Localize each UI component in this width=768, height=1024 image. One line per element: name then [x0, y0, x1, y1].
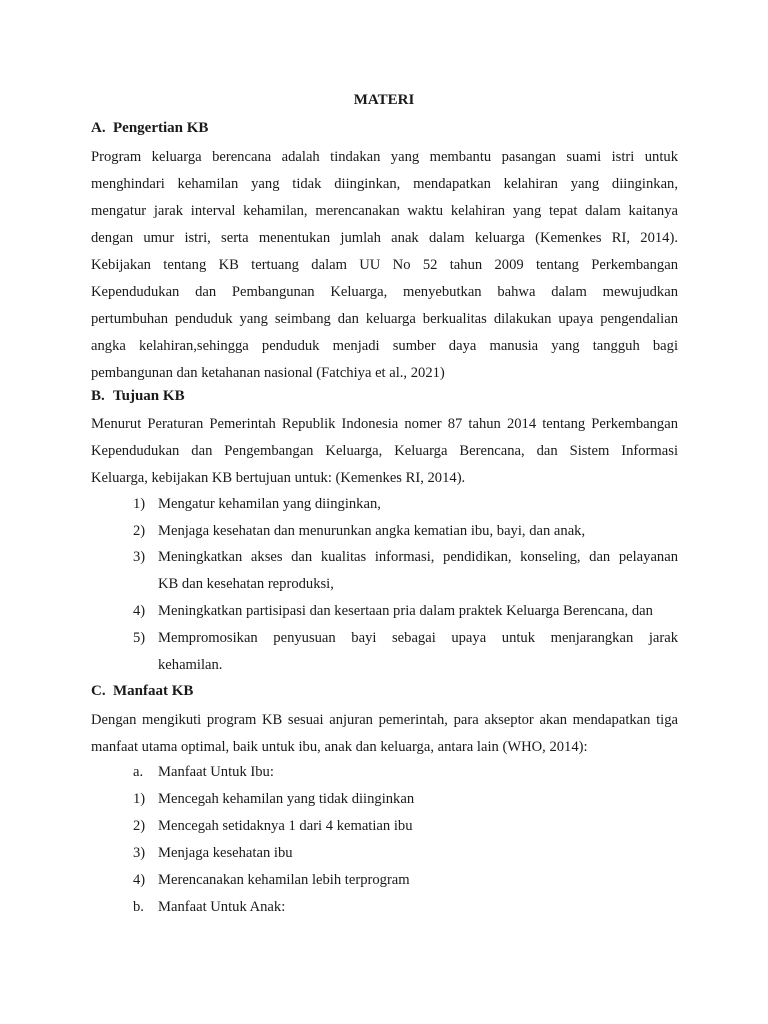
page-title: MATERI [353, 92, 415, 108]
list-item-text: Manfaat Untuk Ibu: [158, 764, 274, 780]
section-c-paragraph [91, 707, 678, 761]
list-marker: b. [133, 899, 144, 915]
list-marker: 2) [133, 818, 146, 834]
list-marker: 2) [133, 523, 146, 539]
list-marker: 3) [133, 549, 146, 565]
list-item-text: Merencanakan kehamilan lebih terprogram [158, 872, 410, 888]
paragraph-line: Menurut Peraturan Pemerintah Republik Indonesia nomer 87 tahun 2014 tentang Perkembangan [91, 416, 678, 432]
list-marker: 4) [133, 603, 146, 619]
paragraph-line: Keluarga, kebijakan KB bertujuan untuk: (Kemenkes RI, 2014). [91, 470, 466, 486]
list-item-text: Meningkatkan partisipasi dan kesertaan pria dalam praktek Keluarga Berencana, dan [158, 603, 653, 619]
section-a-letter: A. [91, 120, 106, 136]
paragraph-line: mengatur jarak interval kehamilan, merencanakan waktu kelahiran yang tepat dalam kaitanya [91, 203, 678, 219]
list-marker: 1) [133, 496, 146, 512]
section-b-heading [91, 388, 185, 405]
paragraph-line: Kebijakan tentang KB tertuang dalam UU No 52 tahun 2009 tentang Perkembangan [91, 257, 678, 273]
section-b-letter: B. [91, 388, 105, 404]
paragraph-line: pertumbuhan penduduk yang seimbang dan keluarga berkualitas dilakukan upaya pengendalian [91, 311, 678, 327]
list-item-text: Meningkatkan akses dan kualitas informasi, pendidikan, konseling, dan pelayanan [158, 549, 678, 565]
list-marker: 3) [133, 845, 146, 861]
list-item-text: Menjaga kesehatan dan menurunkan angka kematian ibu, bayi, dan anak, [158, 523, 586, 539]
list-marker: 1) [133, 791, 146, 807]
list-item-text: Manfaat Untuk Anak: [158, 899, 286, 915]
list-item-text: Mencegah kehamilan yang tidak diinginkan [158, 791, 415, 807]
list-item-text: Mengatur kehamilan yang diinginkan, [158, 496, 381, 512]
list-item-text: Mempromosikan penyusuan bayi sebagai upaya untuk menjarangkan jarak [158, 630, 678, 646]
paragraph-line: Dengan mengikuti program KB sesuai anjuran pemerintah, para akseptor akan mendapatkan tiga [91, 712, 678, 728]
paragraph-line: Kependudukan dan Pembangunan Keluarga, menyebutkan bahwa dalam mewujudkan [91, 284, 678, 300]
section-a-paragraph [91, 144, 678, 387]
paragraph-line: dengan umur istri, serta menentukan jumlah anak dalam keluarga (Kemenkes RI, 2014). [91, 230, 678, 246]
paragraph-line: Kependudukan dan Pengembangan Keluarga, Keluarga Berencana, dan Sistem Informasi [91, 443, 678, 459]
section-c-title: Manfaat KB [113, 683, 194, 699]
list-marker: 5) [133, 630, 146, 646]
paragraph-line: Program keluarga berencana adalah tindakan yang membantu pasangan suami istri untuk [91, 149, 678, 165]
list-item-continuation: KB dan kesehatan reproduksi, [158, 576, 334, 592]
paragraph-line: pembangunan dan ketahanan nasional (Fatchiya et al., 2021) [91, 365, 445, 381]
list-item-text: Menjaga kesehatan ibu [158, 845, 293, 861]
section-a-title: Pengertian KB [113, 120, 209, 136]
section-c-heading [91, 683, 193, 700]
list-item-continuation: kehamilan. [158, 657, 223, 673]
paragraph-line: menghindari kehamilan yang tidak diinginkan, mendapatkan kelahiran yang diinginkan, [91, 176, 678, 192]
section-a-heading [91, 120, 208, 137]
paragraph-line: angka kelahiran,sehingga penduduk menjadi sumber daya manusia yang tangguh bagi [91, 338, 678, 354]
list-marker: 4) [133, 872, 146, 888]
list-item-text: Mencegah setidaknya 1 dari 4 kematian ibu [158, 818, 413, 834]
section-b-paragraph [91, 411, 678, 492]
list-marker: a. [133, 764, 144, 780]
section-b-title: Tujuan KB [113, 388, 185, 404]
paragraph-line: manfaat utama optimal, baik untuk ibu, anak dan keluarga, antara lain (WHO, 2014): [91, 739, 588, 755]
section-c-letter: C. [91, 683, 106, 699]
